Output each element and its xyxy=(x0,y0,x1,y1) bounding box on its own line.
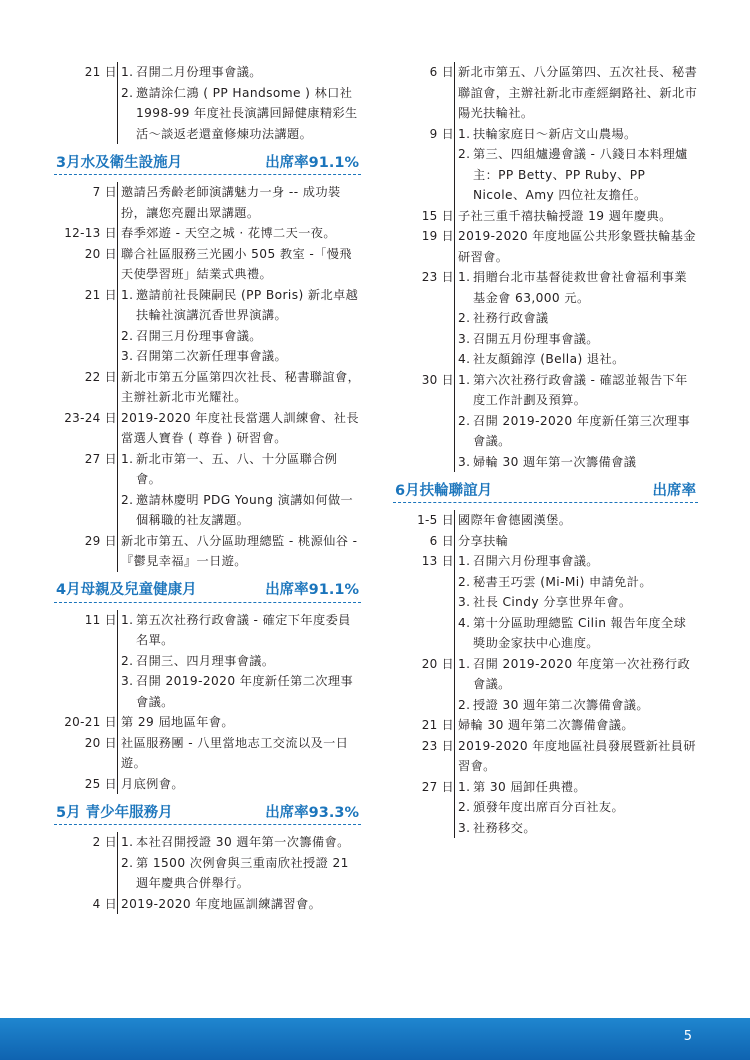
event-date: 20 日 xyxy=(421,656,454,671)
event-item xyxy=(458,613,698,654)
event-date: 29 日 xyxy=(84,533,117,548)
item-text: 社友顏錦淳 (Bella) 退社。 xyxy=(473,352,625,366)
item-number: 1. xyxy=(121,451,134,466)
event-entry xyxy=(393,510,698,531)
item-text: 秘書王巧雲 (Mi-Mi) 申請免計。 xyxy=(473,574,652,589)
event-items xyxy=(454,62,698,124)
item-number: 2. xyxy=(458,697,471,712)
event-entry xyxy=(393,777,698,839)
event-item xyxy=(458,206,698,227)
item-number: 2. xyxy=(458,147,471,161)
event-entry xyxy=(393,654,698,716)
event-date: 4 日 xyxy=(92,896,117,911)
item-text: 國際年會德國漢堡。 xyxy=(458,513,572,527)
item-number: 3. xyxy=(121,674,134,688)
event-item xyxy=(121,408,361,449)
item-number: 1. xyxy=(458,126,471,141)
event-entry xyxy=(56,182,361,223)
event-items xyxy=(454,551,698,654)
event-item xyxy=(458,592,698,613)
event-items xyxy=(117,285,361,367)
event-item xyxy=(121,449,361,490)
event-items xyxy=(454,654,698,716)
event-items xyxy=(454,370,698,473)
right-column xyxy=(393,62,698,838)
item-text: 2019-2020 年度地區社員發展暨新社員研習會。 xyxy=(458,738,696,773)
event-item xyxy=(458,411,698,452)
event-entry xyxy=(393,551,698,654)
event-date: 15 日 xyxy=(421,208,454,223)
event-entry xyxy=(393,715,698,736)
attendance-rate: 出席率93.3% xyxy=(265,804,359,821)
event-entry xyxy=(56,733,361,774)
event-item xyxy=(121,832,361,853)
footer-band xyxy=(0,1018,750,1060)
event-item xyxy=(458,349,698,370)
event-item xyxy=(458,267,698,308)
event-entry xyxy=(393,531,698,552)
event-item xyxy=(458,715,698,736)
event-entry xyxy=(56,408,361,449)
month-title: 4月母親及兒童健康月 xyxy=(56,582,197,598)
item-number: 1. xyxy=(121,287,134,302)
event-items xyxy=(454,715,698,736)
event-entry xyxy=(56,712,361,733)
event-entry xyxy=(56,449,361,531)
item-number: 2. xyxy=(458,800,471,814)
event-item xyxy=(121,531,361,572)
item-text: 新北市第五、八分區第四、五次社長、秘書聯誼會，主辦社新北市產經網路社、新北市陽光扶輪社。 xyxy=(458,65,698,120)
event-date: 1-5 日 xyxy=(417,513,454,527)
event-items xyxy=(117,610,361,713)
event-item xyxy=(458,308,698,329)
event-items xyxy=(117,367,361,408)
attendance-rate: 出席率91.1% xyxy=(265,582,359,598)
event-item xyxy=(121,326,361,347)
item-text: 子社三重千禧扶輪授證 19 週年慶典。 xyxy=(458,208,672,223)
item-text: 第 30 屆卸任典禮。 xyxy=(473,779,586,794)
event-date: 6 日 xyxy=(429,533,454,548)
event-item xyxy=(458,654,698,695)
item-text: 第三、四組爐邊會議 - 八錢日本料理爐主：PP Betty、PP Ruby、PP Nicole、Amy 四位社友擔任。 xyxy=(473,147,688,202)
event-item xyxy=(458,62,698,124)
event-item xyxy=(458,124,698,145)
event-date: 23-24 日 xyxy=(64,410,117,425)
event-item xyxy=(458,510,698,531)
item-text: 召開 2019-2020 年度第一次社務行政會議。 xyxy=(473,656,691,691)
event-item xyxy=(458,226,698,267)
event-items xyxy=(117,223,361,244)
event-entry xyxy=(56,285,361,367)
event-items xyxy=(117,182,361,223)
item-number: 1. xyxy=(458,779,471,794)
event-items xyxy=(117,733,361,774)
attendance-rate: 出席率 xyxy=(652,482,696,499)
event-entry xyxy=(393,206,698,227)
item-text: 新北市第五、八分區助理總監 - 桃源仙谷 -『鬱見幸福』一日遊。 xyxy=(121,533,358,568)
item-text: 社長 Cindy 分享世界年會。 xyxy=(473,595,632,609)
item-number: 1. xyxy=(121,65,134,79)
item-number: 2. xyxy=(458,574,471,589)
item-text: 2019-2020 年度社長當選人訓練會、社長當選人寶眷 ( 尊眷 ) 研習會。 xyxy=(121,410,359,445)
item-text: 本社召開授證 30 週年第一次籌備會。 xyxy=(136,835,350,849)
event-entry xyxy=(56,894,361,915)
month-heading xyxy=(54,149,361,175)
item-text: 社務行政會議 xyxy=(473,311,549,325)
item-number: 3. xyxy=(458,331,471,346)
event-date: 11 日 xyxy=(84,612,117,627)
event-date: 27 日 xyxy=(84,451,117,466)
event-entry xyxy=(56,223,361,244)
month-heading xyxy=(393,477,698,503)
event-entry xyxy=(393,736,698,777)
event-item xyxy=(121,853,361,894)
item-text: 社務移交。 xyxy=(473,820,536,835)
event-entry xyxy=(393,267,698,370)
month-heading xyxy=(54,799,361,825)
month-title: 6月扶輪聯誼月 xyxy=(395,482,493,499)
event-items xyxy=(454,226,698,267)
event-item xyxy=(121,182,361,223)
event-date: 7 日 xyxy=(92,185,117,199)
event-items xyxy=(454,267,698,370)
event-entry xyxy=(56,610,361,713)
item-text: 召開第二次新任理事會議。 xyxy=(136,349,288,363)
event-date: 20 日 xyxy=(84,246,117,261)
event-item xyxy=(458,695,698,716)
item-text: 召開三月份理事會議。 xyxy=(136,328,262,343)
item-number: 2. xyxy=(121,653,134,668)
item-text: 第 29 屆地區年會。 xyxy=(121,715,234,729)
item-number: 2. xyxy=(121,492,134,507)
item-text: 邀請林慶明 PDG Young 演講如何做一個稱職的社友講題。 xyxy=(136,492,354,527)
event-item xyxy=(458,531,698,552)
event-item xyxy=(458,452,698,473)
item-number: 2. xyxy=(121,85,134,100)
event-entry xyxy=(393,370,698,473)
event-item xyxy=(458,144,698,206)
item-number: 2. xyxy=(121,855,134,870)
event-items xyxy=(117,774,361,795)
event-date: 2 日 xyxy=(92,835,117,849)
item-text: 頒發年度出席百分百社友。 xyxy=(473,800,625,814)
item-text: 召開五月份理事會議。 xyxy=(473,331,599,346)
event-date: 27 日 xyxy=(421,779,454,794)
item-text: 月底例會。 xyxy=(121,776,184,791)
item-number: 2. xyxy=(121,328,134,343)
item-number: 3. xyxy=(458,595,471,609)
item-number: 1. xyxy=(121,835,134,849)
event-items xyxy=(117,531,361,572)
item-text: 婦輪 30 週年第一次籌備會議 xyxy=(473,454,637,469)
event-entry xyxy=(56,832,361,894)
event-date: 12-13 日 xyxy=(64,226,117,240)
item-text: 第十分區助理總監 Cilin 報告年度全球獎助金家扶中心進度。 xyxy=(473,615,687,650)
event-item xyxy=(458,551,698,572)
event-date: 9 日 xyxy=(429,126,454,141)
event-date: 23 日 xyxy=(421,270,454,284)
item-text: 邀請前社長陳嗣民 (PP Boris) 新北卓越扶輪社演講沉香世界演講。 xyxy=(136,287,359,322)
item-text: 分享扶輪 xyxy=(458,533,509,548)
item-text: 聯合社區服務三光國小 505 教室 -「慢飛天使學習班」結業式典禮。 xyxy=(121,246,352,281)
item-text: 邀請呂秀齡老師演講魅力一身 -- 成功裝扮，讓您亮麗出眾講題。 xyxy=(121,185,341,220)
event-entry xyxy=(56,531,361,572)
item-text: 扶輪家庭日～新店文山農場。 xyxy=(473,126,637,141)
event-entry xyxy=(56,774,361,795)
item-text: 召開 2019-2020 年度新任第三次理事會議。 xyxy=(473,413,691,448)
item-text: 新北市第五分區第四次社長、秘書聯誼會，主辦社新北市光耀社。 xyxy=(121,369,361,404)
event-item xyxy=(121,285,361,326)
event-item xyxy=(121,610,361,651)
month-title: 5月 青少年服務月 xyxy=(56,804,173,821)
event-items xyxy=(117,832,361,894)
event-items xyxy=(454,531,698,552)
event-item xyxy=(458,777,698,798)
event-items xyxy=(454,124,698,206)
item-text: 召開六月份理事會議。 xyxy=(473,554,599,568)
event-item xyxy=(121,712,361,733)
item-number: 3. xyxy=(121,349,134,363)
event-date: 22 日 xyxy=(84,369,117,384)
item-text: 邀請涂仁鴻 ( PP Handsome ) 林口社 1998-99 年度社長演講回歸健康精彩生活～談返老還童修煉功法講題。 xyxy=(136,85,358,141)
event-date: 21 日 xyxy=(421,718,454,732)
item-text: 召開三、四月理事會議。 xyxy=(136,653,275,668)
item-text: 第六次社務行政會議 - 確認並報告下年度工作計劃及預算。 xyxy=(473,372,688,407)
event-items xyxy=(454,206,698,227)
item-text: 春季郊遊 - 天空之城 · 花博二天一夜。 xyxy=(121,226,336,240)
item-number: 4. xyxy=(458,352,471,366)
item-number: 1. xyxy=(458,270,471,284)
event-item xyxy=(121,62,361,83)
event-entry xyxy=(56,244,361,285)
item-number: 1. xyxy=(458,372,471,387)
event-item xyxy=(458,370,698,411)
event-items xyxy=(454,736,698,777)
page-number: 5 xyxy=(683,1029,692,1044)
event-items xyxy=(117,244,361,285)
event-date: 19 日 xyxy=(421,229,454,243)
event-item xyxy=(121,671,361,712)
item-number: 1. xyxy=(121,612,134,627)
item-text: 召開 2019-2020 年度新任第二次理事會議。 xyxy=(136,674,354,709)
event-date: 20 日 xyxy=(84,735,117,750)
event-entry xyxy=(393,226,698,267)
event-item xyxy=(121,367,361,408)
event-date: 20-21 日 xyxy=(64,715,117,729)
item-text: 授證 30 週年第二次籌備會議。 xyxy=(473,697,649,712)
item-number: 2. xyxy=(458,311,471,325)
event-item xyxy=(458,329,698,350)
event-items xyxy=(117,894,361,915)
item-text: 2019-2020 年度地區公共形象暨扶輪基金研習會。 xyxy=(458,229,696,264)
item-text: 捐贈台北市基督徒救世會社會福利事業基金會 63,000 元。 xyxy=(473,270,687,305)
event-item xyxy=(121,83,361,145)
event-items xyxy=(117,712,361,733)
month-heading xyxy=(54,577,361,603)
event-item xyxy=(121,223,361,244)
event-item xyxy=(458,572,698,593)
event-items xyxy=(454,510,698,531)
item-text: 婦輪 30 週年第二次籌備會議。 xyxy=(458,718,634,732)
event-item xyxy=(458,736,698,777)
event-date: 25 日 xyxy=(84,776,117,791)
event-items xyxy=(117,408,361,449)
event-item xyxy=(121,733,361,774)
item-text: 第五次社務行政會議 - 確定下年度委員名單。 xyxy=(136,612,351,647)
event-item xyxy=(121,346,361,367)
event-items xyxy=(117,62,361,144)
event-date: 21 日 xyxy=(84,287,117,302)
event-date: 30 日 xyxy=(421,372,454,387)
event-item xyxy=(121,651,361,672)
event-entry xyxy=(56,62,361,144)
attendance-rate: 出席率91.1% xyxy=(265,154,359,171)
item-number: 3. xyxy=(458,820,471,835)
event-date: 6 日 xyxy=(429,65,454,79)
event-item xyxy=(121,244,361,285)
event-items xyxy=(117,449,361,531)
event-date: 13 日 xyxy=(421,554,454,568)
item-text: 第 1500 次例會與三重南欣社授證 21 週年慶典合併舉行。 xyxy=(136,855,349,890)
left-column xyxy=(56,62,361,914)
event-entry xyxy=(393,62,698,124)
event-item xyxy=(458,797,698,818)
item-number: 1. xyxy=(458,656,471,671)
item-number: 4. xyxy=(458,615,471,630)
item-number: 1. xyxy=(458,554,471,568)
item-number: 3. xyxy=(458,454,471,469)
event-item xyxy=(458,818,698,839)
event-date: 23 日 xyxy=(421,738,454,753)
item-text: 召開二月份理事會議。 xyxy=(136,65,262,79)
event-items xyxy=(454,777,698,839)
event-entry xyxy=(56,367,361,408)
item-text: 2019-2020 年度地區訓練講習會。 xyxy=(121,896,322,911)
event-item xyxy=(121,894,361,915)
event-date: 21 日 xyxy=(84,65,117,79)
event-item xyxy=(121,490,361,531)
month-title: 3月水及衛生設施月 xyxy=(56,154,183,171)
item-text: 社區服務團 - 八里當地志工交流以及一日遊。 xyxy=(121,735,349,770)
event-item xyxy=(121,774,361,795)
item-text: 新北市第一、五、八、十分區聯合例會。 xyxy=(136,451,338,486)
event-entry xyxy=(393,124,698,206)
item-number: 2. xyxy=(458,413,471,428)
